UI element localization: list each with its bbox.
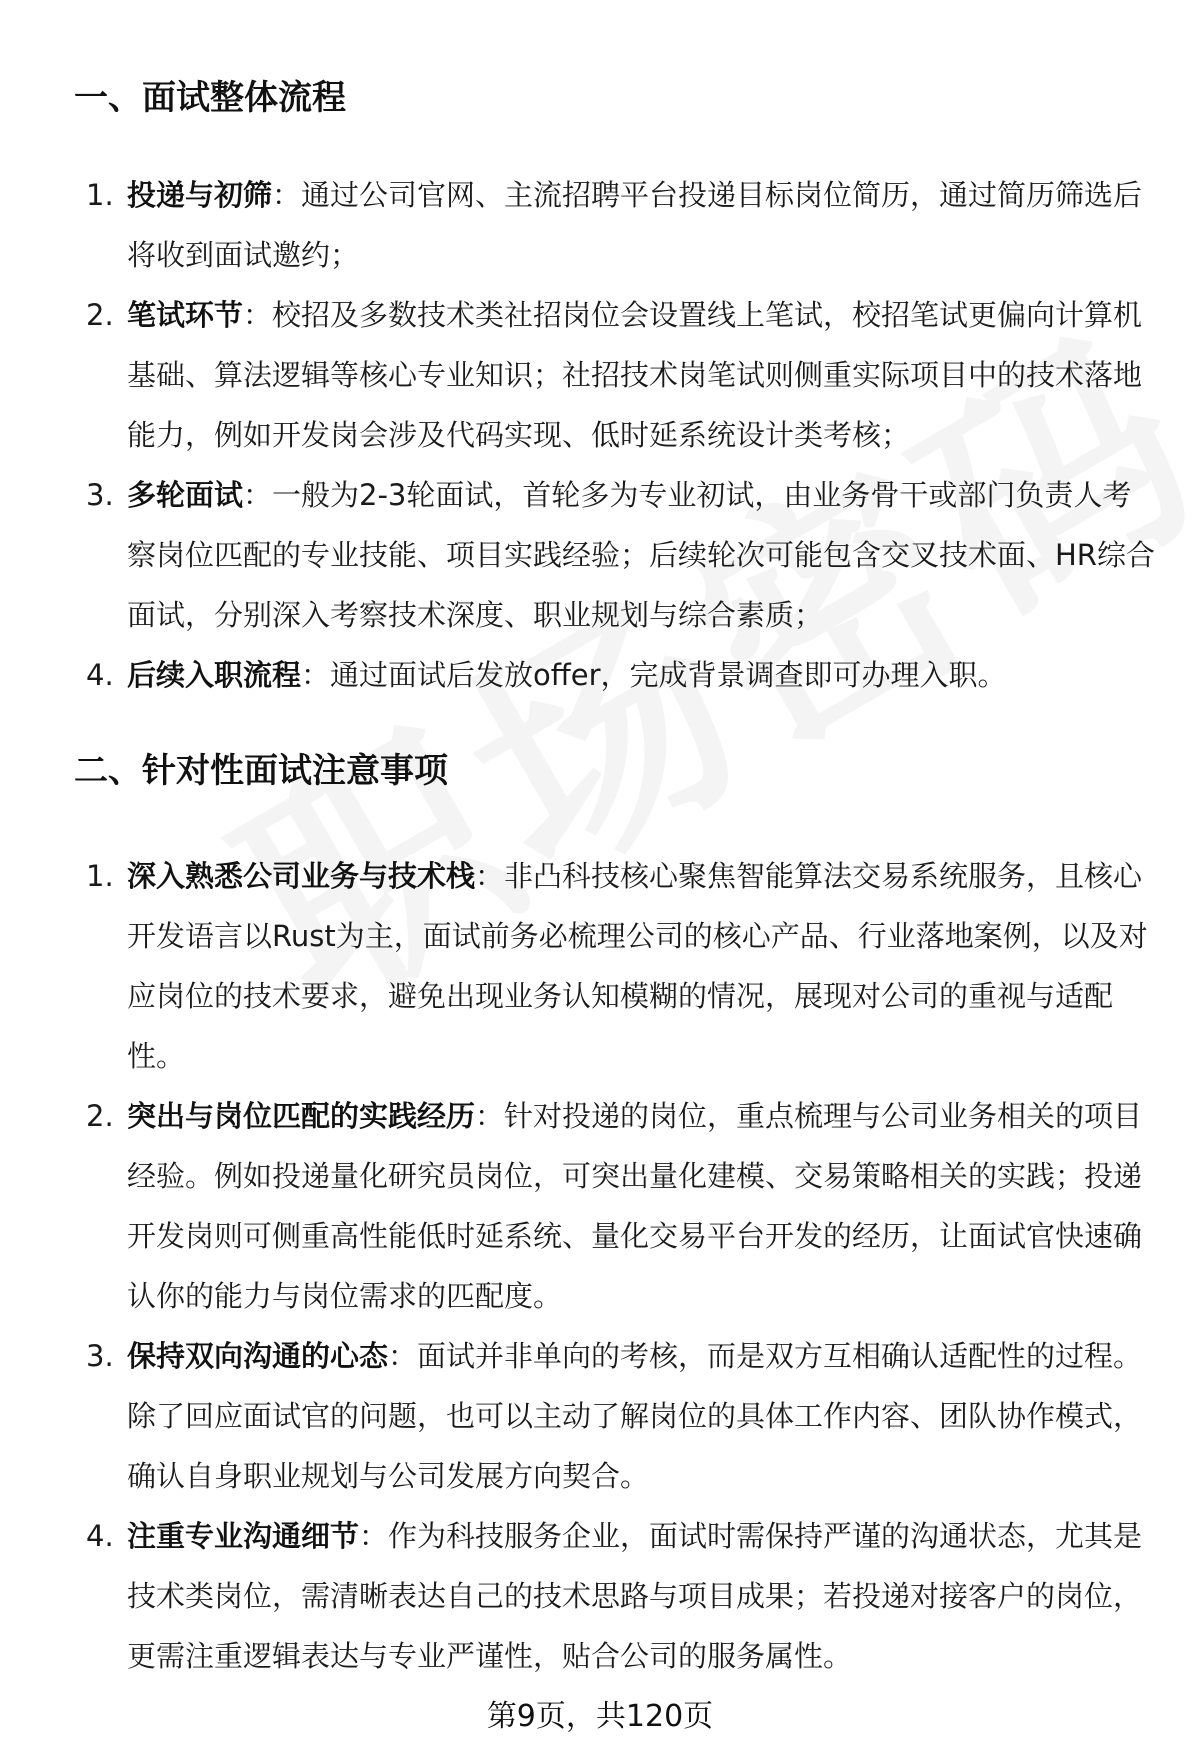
list-item-lead: 后续入职流程 [127,658,302,692]
list-item-text: ：一般为2-3轮面试，首轮多为专业初试，由业务骨干或部门负责人考察岗位匹配的专业技能、项目实践经验；后续轮次可能包含交叉技术面、HR综合面试，分别深入考察技术深度、职业规划与综合素质； [127,478,1155,632]
list-item-number: 2. [86,1099,114,1133]
interview-tips-list [0,846,1200,1686]
list-item [0,1506,1157,1686]
list-item-number: 3. [86,478,114,512]
list-item-number: 1. [86,859,114,893]
list-item-lead: 突出与岗位匹配的实践经历 [127,1099,476,1133]
list-item-number: 2. [86,298,114,332]
list-item-text: ：通过面试后发放offer，完成背景调查即可办理入职。 [301,658,1007,692]
list-item-lead: 多轮面试 [127,478,244,512]
list-item-text: ：作为科技服务企业，面试时需保持严谨的沟通状态，尤其是技术类岗位，需清晰表达自己的技术思路与项目成果；若投递对接客户的岗位，更需注重逻辑表达与专业严谨性，贴合公司的服务属性。 [127,1519,1143,1673]
list-item-lead: 投递与初筛 [127,178,273,212]
section-heading-interview-process: 一、面试整体流程 [74,78,346,118]
list-item-number: 4. [86,1519,114,1553]
list-item-number: 1. [86,178,114,212]
list-item [0,465,1157,645]
list-item [0,1326,1157,1506]
list-item-lead: 注重专业沟通细节 [127,1519,360,1553]
list-item-lead: 笔试环节 [127,298,244,332]
list-item [0,1086,1157,1326]
list-item-text: ：通过公司官网、主流招聘平台投递目标岗位简历，通过简历筛选后将收到面试邀约； [127,178,1143,272]
list-item [0,846,1157,1086]
interview-process-list [0,165,1200,705]
list-item-text: ：校招及多数技术类社招岗位会设置线上笔试，校招笔试更偏向计算机基础、算法逻辑等核心专业知识；社招技术岗笔试则侧重实际项目中的技术落地能力，例如开发岗会涉及代码实现、低时延系统设计类考核； [127,298,1143,452]
list-item-text: ：非凸科技核心聚焦智能算法交易系统服务，且核心开发语言以Rust为主，面试前务必梳理公司的核心产品、行业落地案例，以及对应岗位的技术要求，避免出现业务认知模糊的情况，展现对公司的重视与适配性。 [127,859,1148,1073]
list-item [0,165,1157,285]
list-item-text: ：针对投递的岗位，重点梳理与公司业务相关的项目经验。例如投递量化研究员岗位，可突出量化建模、交易策略相关的实践；投递开发岗则可侧重高性能低时延系统、量化交易平台开发的经历，让面试官快速确认你的能力与岗位需求的匹配度。 [127,1099,1143,1313]
page-number-footer: 第9页，共120页 [486,1699,714,1734]
list-item [0,285,1157,465]
list-item [0,645,1157,705]
list-item-lead: 深入熟悉公司业务与技术栈 [127,859,476,893]
list-item-number: 4. [86,658,114,692]
list-item-number: 3. [86,1339,114,1373]
list-item-lead: 保持双向沟通的心态 [127,1339,389,1373]
section-heading-interview-tips: 二、针对性面试注意事项 [74,751,448,791]
list-item-text: ：面试并非单向的考核，而是双方互相确认适配性的过程。除了回应面试官的问题，也可以主动了解岗位的具体工作内容、团队协作模式，确认自身职业规划与公司发展方向契合。 [127,1339,1143,1493]
